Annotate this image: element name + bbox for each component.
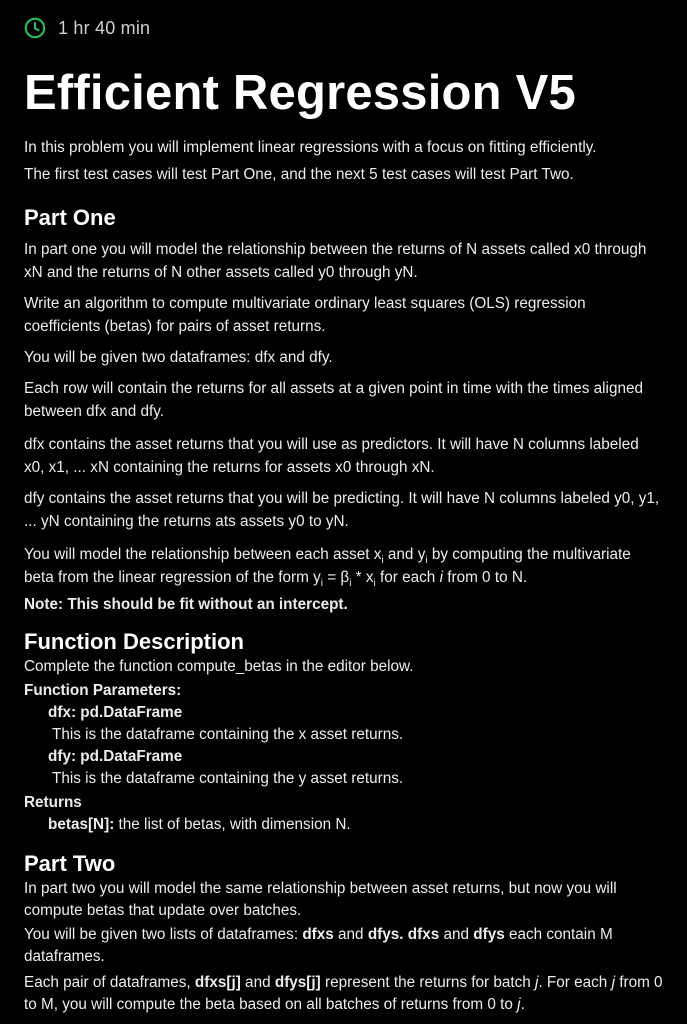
- p3-text-b: and: [240, 974, 275, 991]
- p7-text-a: You will model the relationship between each asset x: [24, 546, 382, 563]
- p3-italic-j-3: j: [517, 996, 521, 1013]
- p3-text-e: from 0 to M, you will compute the beta based on all batches of returns from 0 to: [24, 974, 663, 1013]
- p3-text-a: Each pair of dataframes,: [24, 974, 195, 991]
- intro-line-1: In this problem you will implement linear regressions with a focus on fitting efficiently.: [24, 139, 597, 156]
- param-dfy-signature: dfy: pd.DataFrame: [48, 748, 183, 765]
- timer-label: 1 hr 40 min: [58, 17, 151, 38]
- p3-bold-dfys-j: dfys[j]: [274, 974, 321, 991]
- p2-text-c: and: [439, 926, 474, 943]
- p2-bold-dfxs: dfxs: [302, 926, 334, 943]
- part-one-paragraph-6: dfy contains the asset returns that you will be predicting. It will have N columns labeled y0, y1, ... yN containing the returns ats assets y0 to yN.: [24, 490, 660, 530]
- p3-text-c: represent the returns for batch: [320, 974, 536, 991]
- p7-text-c: by computing the multivariate beta from the linear regression of the form y: [24, 546, 631, 586]
- p7-sub-3: i: [320, 578, 323, 590]
- part-one-paragraph-2: Write an algorithm to compute multivariate ordinary least squares (OLS) regression coefficients (betas) for pairs of asset returns.: [24, 295, 586, 335]
- returns-signature: betas[N]:: [48, 816, 115, 833]
- p3-text-f: .: [520, 996, 525, 1013]
- p2-text-a: You will be given two lists of dataframes:: [24, 926, 303, 943]
- part-one-paragraph-7: [24, 543, 663, 589]
- p7-text-f: for each: [375, 569, 440, 586]
- part-two-paragraph-3: [24, 972, 663, 1016]
- p7-text-e: * x: [351, 569, 374, 586]
- function-description-line: Complete the function compute_betas in the editor below.: [24, 658, 414, 675]
- p7-sub-1: i: [381, 555, 384, 567]
- page-title: Efficient Regression V5: [24, 66, 576, 120]
- function-description-heading: Function Description: [24, 629, 244, 654]
- part-two-heading: Part Two: [24, 851, 116, 876]
- p3-italic-j-2: j: [611, 974, 615, 991]
- part-one-paragraph-4: Each row will contain the returns for all assets at a given point in time with the times aligned between dfx and dfy.: [24, 380, 643, 420]
- part-two-paragraph-2: [24, 924, 663, 968]
- p7-sub-4: i: [349, 578, 352, 590]
- p7-text-b: and y: [383, 546, 426, 563]
- p7-sub-2: i: [425, 555, 428, 567]
- part-one-paragraph-1: In part one you will model the relationship between the returns of N assets called x0 through xN and the returns of N other assets called y0 through yN.: [24, 241, 647, 281]
- returns-heading: Returns: [24, 794, 82, 811]
- param-dfy-description: This is the dataframe containing the y asset returns.: [52, 770, 404, 787]
- part-two-paragraph-1: In part two you will model the same relationship between asset returns, but now you will compute betas that update over batches.: [24, 880, 617, 919]
- part-one-paragraph-5: dfx contains the asset returns that you will use as predictors. It will have N columns labeled x0, x1, ... xN containing the returns for assets x0 through xN.: [24, 436, 639, 476]
- clock-icon: [24, 17, 46, 39]
- p2-text-b: and: [333, 926, 368, 943]
- param-dfx-description: This is the dataframe containing the x asset returns.: [52, 726, 404, 743]
- p2-bold-dfys: dfys: [473, 926, 505, 943]
- p7-sub-5: i: [373, 578, 376, 590]
- p2-bold-dfys-dfxs: dfys. dfxs: [367, 926, 440, 943]
- p3-bold-dfxs-j: dfxs[j]: [194, 974, 241, 991]
- p2-text-d: each contain M dataframes.: [24, 926, 613, 965]
- intro-line-2: The first test cases will test Part One, and the next 5 test cases will test Part Two.: [24, 166, 574, 183]
- returns-line: [24, 814, 663, 836]
- returns-description: the list of betas, with dimension N.: [114, 816, 351, 833]
- param-dfx-signature: dfx: pd.DataFrame: [48, 704, 183, 721]
- p3-italic-j-1: j: [535, 974, 539, 991]
- function-parameters-heading: Function Parameters:: [24, 682, 182, 699]
- p7-text-d: = β: [322, 569, 350, 586]
- p7-italic-i: i: [439, 569, 443, 586]
- timer: [24, 14, 663, 42]
- part-one-heading: Part One: [24, 205, 116, 230]
- p3-text-d: . For each: [538, 974, 612, 991]
- part-one-note: Note: This should be fit without an intercept.: [24, 596, 348, 613]
- p7-text-g: from 0 to N.: [442, 569, 528, 586]
- part-one-paragraph-3: You will be given two dataframes: dfx and dfy.: [24, 349, 333, 366]
